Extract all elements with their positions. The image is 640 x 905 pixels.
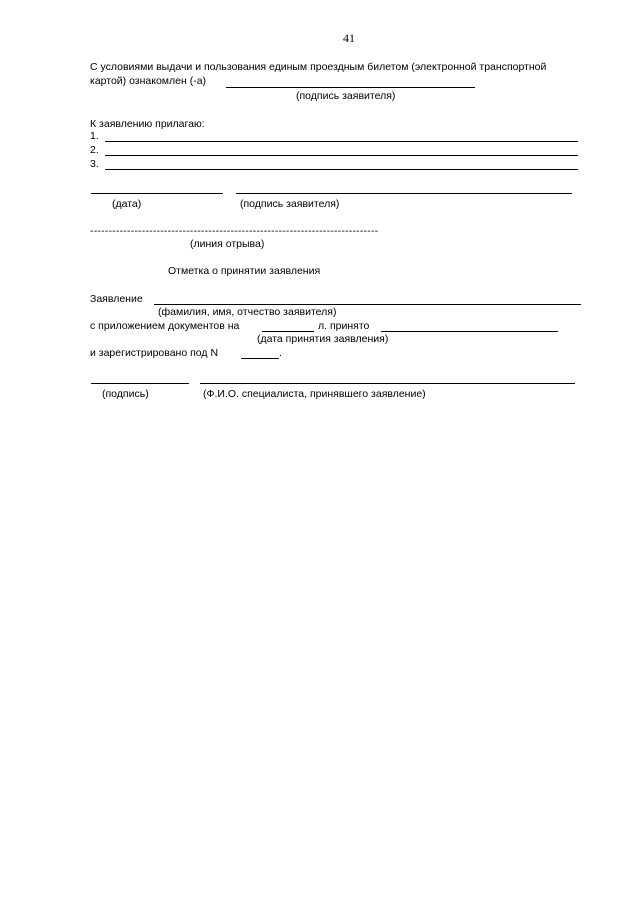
date-caption: (дата) — [112, 198, 142, 210]
attachment-item-number: 1. — [90, 130, 99, 142]
registration-suffix: . — [279, 347, 282, 359]
tear-line: ------------------------------------------------------------------------------ — [90, 225, 379, 237]
attachment-item-line — [105, 169, 578, 170]
applicant-signature-line — [236, 193, 572, 194]
consent-text-line2: картой) ознакомлен (-а) — [90, 75, 207, 87]
acceptance-date-line — [381, 331, 558, 332]
acceptance-date-caption: (дата принятия заявления) — [257, 333, 389, 345]
specialist-name-caption: (Ф.И.О. специалиста, принявшего заявление) — [203, 388, 426, 400]
attachment-item-number: 2. — [90, 144, 99, 156]
applicant-name-line — [154, 304, 581, 305]
attachment-item-number: 3. — [90, 158, 99, 170]
consent-text-line1: С условиями выдачи и пользования единым проездным билетом (электронной транспортной — [90, 61, 547, 73]
applicant-name-caption: (фамилия, имя, отчество заявителя) — [158, 306, 337, 318]
attachment-item-line — [105, 155, 578, 156]
date-line — [91, 193, 223, 194]
documents-suffix: л. принято — [318, 320, 370, 332]
tear-line-caption: (линия отрыва) — [190, 238, 265, 250]
registration-number-line — [241, 358, 279, 359]
specialist-signature-line — [91, 383, 189, 384]
attachments-heading: К заявлению прилагаю: — [90, 118, 205, 130]
consent-signature-caption: (подпись заявителя) — [296, 90, 396, 102]
application-label: Заявление — [90, 293, 143, 305]
acceptance-title: Отметка о принятии заявления — [168, 265, 321, 277]
specialist-name-line — [200, 383, 575, 384]
consent-signature-line — [226, 87, 475, 88]
applicant-signature-caption: (подпись заявителя) — [240, 198, 340, 210]
registration-prefix: и зарегистрировано под N — [90, 347, 219, 359]
documents-prefix: с приложением документов на — [90, 320, 240, 332]
pages-count-line — [262, 331, 314, 332]
attachment-item-line — [105, 141, 578, 142]
specialist-signature-caption: (подпись) — [102, 388, 149, 400]
page-number: 41 — [343, 31, 355, 45]
